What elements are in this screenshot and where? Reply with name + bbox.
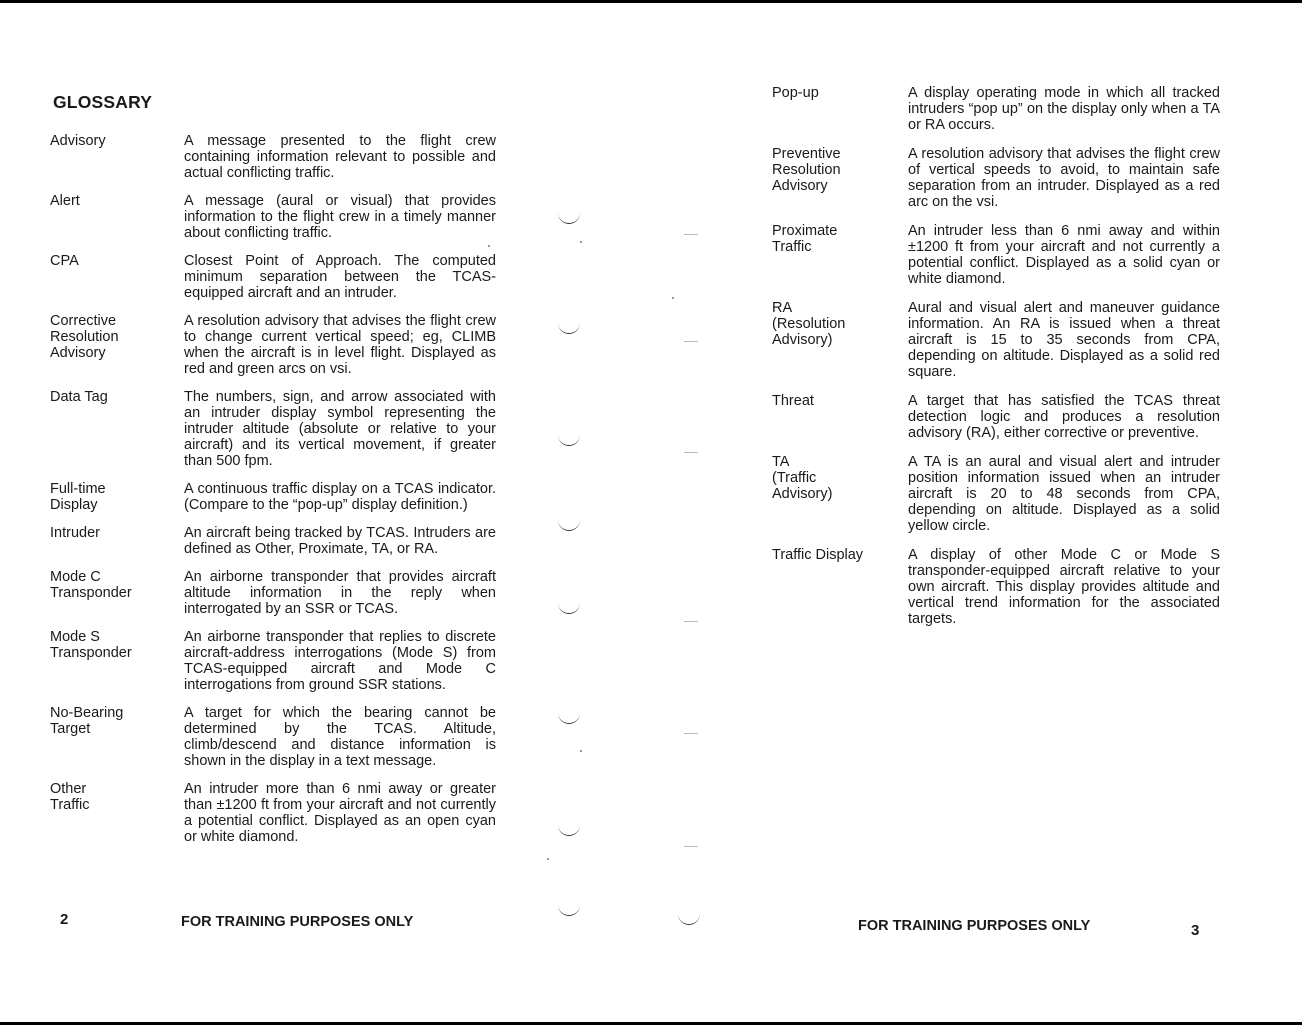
glossary-entry — [772, 454, 1232, 534]
glossary-definition: A resolution advisory that advises the flight crew to change current vertical speed; eg, CLIMB when the aircraft is in level flight. Displayed as red and green arcs on vsi. — [184, 313, 496, 377]
binding-hole-mark — [558, 905, 580, 916]
glossary-term: Full-time Display — [50, 481, 106, 513]
glossary-definition: Aural and visual alert and maneuver guidance information. An RA is issued when a threat aircraft is 15 to 35 seconds from CPA, depending on altitude. Displayed as a solid red square. — [908, 300, 1220, 380]
bottom-border — [0, 1022, 1302, 1025]
glossary-term: No-Bearing Target — [50, 705, 124, 737]
scan-speck — [580, 750, 582, 752]
glossary-entry — [50, 569, 510, 617]
glossary-entry — [50, 193, 510, 241]
scan-speck — [672, 297, 674, 299]
glossary-entry — [50, 781, 510, 845]
glossary-entry — [50, 525, 510, 557]
glossary-entry — [50, 253, 510, 301]
glossary-term: Proximate Traffic — [772, 223, 838, 255]
glossary-definition: A display operating mode in which all tracked intruders “pop up” on the display only when a TA or RA occurs. — [908, 85, 1220, 133]
glossary-definition: A TA is an aural and visual alert and intruder position information issued when an intruder aircraft is 20 to 48 seconds from CPA, depending on altitude. Displayed as a solid yellow circle. — [908, 454, 1220, 534]
glossary-term: Pop-up — [772, 85, 819, 101]
glossary-entry — [50, 389, 510, 469]
glossary-list-left — [50, 133, 510, 845]
page-number: 3 — [1191, 922, 1200, 939]
top-border — [0, 0, 1302, 3]
glossary-term: Preventive Resolution Advisory — [772, 146, 841, 194]
glossary-definition: A display of other Mode C or Mode S transponder-equipped aircraft relative to your own aircraft. This display provides altitude and vertical trend information for the associated targets. — [908, 547, 1220, 627]
glossary-term: CPA — [50, 253, 79, 269]
glossary-definition: A target for which the bearing cannot be determined by the TCAS. Altitude, climb/descend and distance information is shown in the display in a text message. — [184, 705, 496, 769]
glossary-term: Alert — [50, 193, 80, 209]
glossary-entry — [772, 393, 1232, 441]
glossary-definition: An intruder less than 6 nmi away and within ±1200 ft from your aircraft and not currently a potential conflict. Displayed as a solid cyan or white diamond. — [908, 223, 1220, 287]
glossary-entry — [50, 481, 510, 513]
glossary-definition: An airborne transponder that provides aircraft altitude information in the reply when interrogated by an SSR or TCAS. — [184, 569, 496, 617]
glossary-entry — [50, 629, 510, 693]
glossary-definition: An aircraft being tracked by TCAS. Intruders are defined as Other, Proximate, TA, or RA. — [184, 525, 496, 557]
page-footer: FOR TRAINING PURPOSES ONLY — [858, 918, 1091, 934]
glossary-definition: An intruder more than 6 nmi away or greater than ±1200 ft from your aircraft and not currently a potential conflict. Displayed as an open cyan or white diamond. — [184, 781, 496, 845]
glossary-entry — [772, 547, 1232, 627]
glossary-definition: A message presented to the flight crew containing information relevant to possible and actual conflicting traffic. — [184, 133, 496, 181]
glossary-term: Traffic Display — [772, 547, 864, 563]
binding-hole-mark — [558, 825, 580, 836]
glossary-definition: A message (aural or visual) that provides information to the flight crew in a timely manner about conflicting traffic. — [184, 193, 496, 241]
binding-hole-mark — [678, 914, 700, 925]
glossary-term: Intruder — [50, 525, 100, 541]
glossary-definition: Closest Point of Approach. The computed minimum separation between the TCAS-equipped aircraft and an intruder. — [184, 253, 496, 301]
binding-hole-mark — [558, 713, 580, 724]
glossary-term: Threat — [772, 393, 814, 409]
glossary-entry — [772, 146, 1232, 210]
binding-hole-mark — [684, 617, 698, 622]
binding-hole-mark — [684, 729, 698, 734]
page-title: GLOSSARY — [53, 92, 153, 112]
glossary-definition: A target that has satisfied the TCAS threat detection logic and produces a resolution advisory (RA), either corrective or preventive. — [908, 393, 1220, 441]
binding-hole-mark — [684, 337, 698, 342]
glossary-definition: A continuous traffic display on a TCAS indicator. (Compare to the “pop-up” display definition.) — [184, 481, 496, 513]
binding-hole-mark — [558, 323, 580, 334]
binding-hole-mark — [558, 435, 580, 446]
glossary-entry — [50, 133, 510, 181]
glossary-entry — [50, 313, 510, 377]
glossary-entry — [772, 300, 1232, 380]
glossary-term: Other Traffic — [50, 781, 90, 813]
glossary-entry — [772, 85, 1232, 133]
page-number: 2 — [60, 911, 69, 928]
scan-speck — [547, 858, 549, 860]
binding-hole-mark — [558, 520, 580, 531]
glossary-term: Mode S Transponder — [50, 629, 132, 661]
scan-speck — [488, 245, 490, 247]
glossary-term: TA (Traffic Advisory) — [772, 454, 833, 502]
glossary-term: Advisory — [50, 133, 106, 149]
glossary-entry — [772, 223, 1232, 287]
binding-hole-mark — [684, 448, 698, 453]
glossary-term: Corrective Resolution Advisory — [50, 313, 119, 361]
glossary-term: Data Tag — [50, 389, 108, 405]
glossary-list-right — [772, 85, 1232, 627]
glossary-term: RA (Resolution Advisory) — [772, 300, 846, 348]
binding-hole-mark — [684, 230, 698, 235]
glossary-definition: The numbers, sign, and arrow associated with an intruder display symbol representing the intruder altitude (absolute or relative to your aircraft) and its vertical movement, if greater than 500 fpm. — [184, 389, 496, 469]
glossary-definition: An airborne transponder that replies to discrete aircraft-address interrogations (Mode S) from TCAS-equipped aircraft and Mode C interrogations from ground SSR stations. — [184, 629, 496, 693]
page-footer: FOR TRAINING PURPOSES ONLY — [181, 914, 414, 930]
scan-speck — [580, 241, 582, 243]
glossary-term: Mode C Transponder — [50, 569, 132, 601]
binding-hole-mark — [684, 842, 698, 847]
binding-hole-mark — [558, 213, 580, 224]
glossary-definition: A resolution advisory that advises the flight crew of vertical speeds to avoid, to maintain safe separation from an intruder. Displayed as a red arc on the vsi. — [908, 146, 1220, 210]
binding-hole-mark — [558, 603, 580, 614]
glossary-entry — [50, 705, 510, 769]
